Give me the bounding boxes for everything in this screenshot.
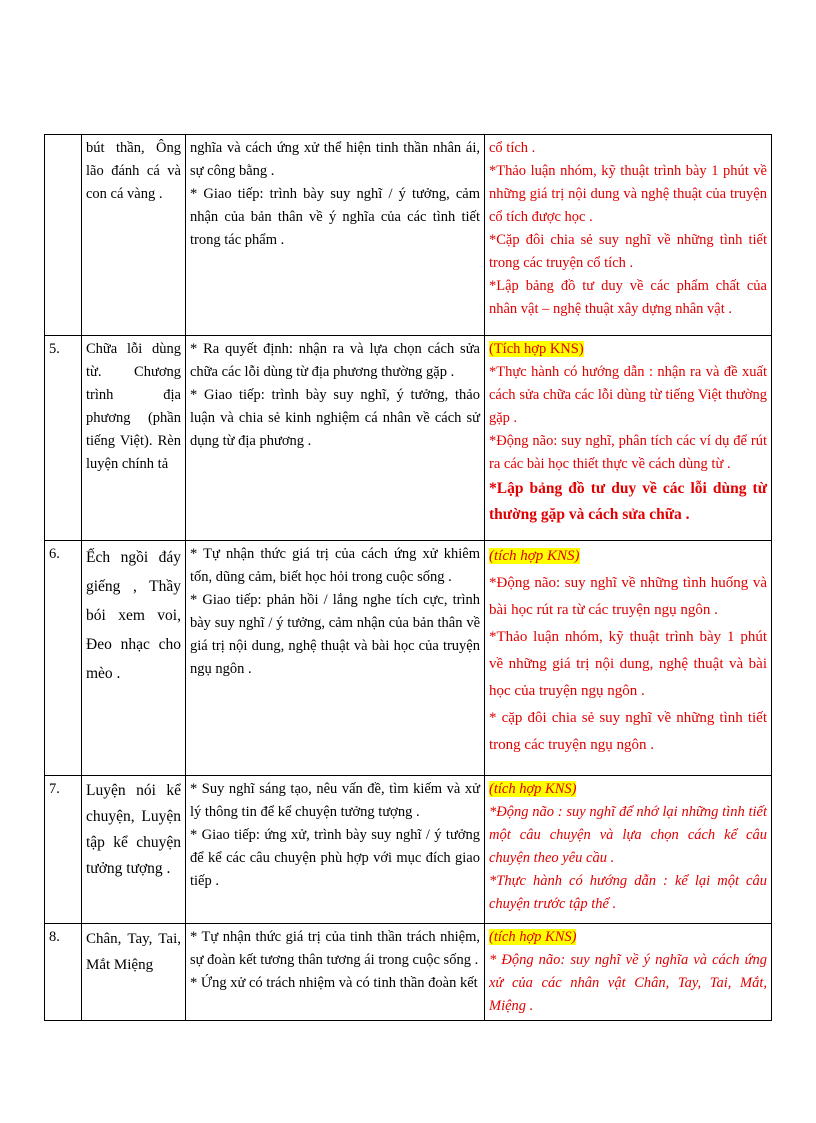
skill-line: * Giao tiếp: trình bày suy nghĩ / ý tưởng, cảm nhận của bản thân về ý nghĩa của các tình tiết trong tác phẩm . (190, 186, 480, 248)
method-line: *Thực hành có hướng dẫn : nhận ra và đề xuất cách sửa chữa các lỗi dùng từ tiếng Việt thường gặp . (489, 364, 767, 426)
skill-line: * Tự nhận thức giá trị của tinh thần trách nhiệm, sự đoàn kết tương thân tương ái trong cuộc sống . (190, 929, 480, 968)
lesson-topic: bút thần, Ông lão đánh cá và con cá vàng . (82, 135, 186, 336)
teaching-methods-cell (485, 336, 772, 541)
life-skills-cell (186, 336, 485, 541)
teaching-methods-cell (485, 924, 772, 1021)
lesson-topic: Chân, Tay, Tai, Mắt Miệng (82, 924, 186, 1021)
life-skills-cell (186, 776, 485, 924)
lesson-plan-table (44, 134, 772, 1021)
table-row (45, 135, 772, 336)
life-skills-cell (186, 135, 485, 336)
skill-line: * Ứng xử có trách nhiệm và có tinh thần đoàn kết (190, 975, 478, 991)
lesson-topic: Chữa lỗi dùng từ. Chương trình địa phương (phần tiếng Việt). Rèn luyện chính tả (82, 336, 186, 541)
row-number: 7. (45, 776, 82, 924)
lesson-topic: Luyện nói kể chuyện, Luyện tập kể chuyện tưởng tượng . (82, 776, 186, 924)
skill-line: * Giao tiếp: trình bày suy nghĩ, ý tưởng, thảo luận và chia sẻ kinh nghiệm cá nhân về cách sử dụng từ địa phương . (190, 387, 480, 449)
method-line: *Động não: suy nghĩ, phân tích các ví dụ để rút ra các bài học thiết thực về cách dùng từ . (489, 433, 767, 472)
method-line: * Động não: suy nghĩ về ý nghĩa và cách ứng xử của các nhân vật Chân, Tay, Tai, Mắt, Miệng . (489, 952, 767, 1014)
skill-line: * Ra quyết định: nhận ra và lựa chọn cách sửa chữa các lỗi dùng từ địa phương thường gặp . (190, 341, 480, 380)
method-line: *Thực hành có hướng dẫn : kể lại một câu chuyện trước tập thể . (489, 873, 767, 912)
lesson-topic: Ếch ngồi đáy giếng , Thầy bói xem voi, Đeo nhạc cho mèo . (82, 541, 186, 776)
row-number: 8. (45, 924, 82, 1021)
method-line: *Động não: suy nghĩ về những tình huống và bài học rút ra từ các truyện ngụ ngôn . (489, 575, 767, 618)
kns-integration-tag: (Tích hợp KNS) (489, 341, 584, 357)
method-line: *Lập bảng đồ tư duy về các phẩm chất của nhân vật – nghệ thuật xây dựng nhân vật . (489, 278, 767, 317)
row-number: 5. (45, 336, 82, 541)
table-row (45, 336, 772, 541)
skill-line: nghĩa và cách ứng xử thể hiện tinh thần nhân ái, sự công bằng . (190, 140, 480, 179)
row-number (45, 135, 82, 336)
method-line: *Lập bảng đồ tư duy về các lỗi dùng từ thường gặp và cách sửa chữa . (489, 480, 767, 523)
life-skills-cell (186, 541, 485, 776)
kns-integration-tag: (tích hợp KNS) (489, 548, 580, 564)
method-line: *Thảo luận nhóm, kỹ thuật trình bày 1 phút về những giá trị nội dung, nghệ thuật và bài học của truyện ngụ ngôn . (489, 629, 767, 699)
method-line: *Thảo luận nhóm, kỹ thuật trình bày 1 phút về những giá trị nội dung và nghệ thuật của truyện cổ tích được học . (489, 163, 767, 225)
skill-line: * Giao tiếp: phản hồi / lắng nghe tích cực, trình bày suy nghĩ / ý tưởng, cảm nhận của bản thân về giá trị nội dung, nghệ thuật và bài học của truyện ngụ ngôn . (190, 592, 480, 677)
life-skills-cell (186, 924, 485, 1021)
skill-line: * Tự nhận thức giá trị của cách ứng xử khiêm tốn, dũng cảm, biết học hỏi trong cuộc sống . (190, 546, 480, 585)
method-line: *Động não : suy nghĩ để nhớ lại những tình tiết một câu chuyện và lựa chọn cách kể câu chuyện theo yêu cầu . (489, 804, 767, 866)
method-line: cổ tích . (489, 140, 536, 156)
skill-line: * Suy nghĩ sáng tạo, nêu vấn đề, tìm kiếm và xử lý thông tin để kể chuyện tưởng tượng . (190, 781, 480, 820)
teaching-methods-cell (485, 541, 772, 776)
row-number: 6. (45, 541, 82, 776)
teaching-methods-cell (485, 135, 772, 336)
table-row (45, 541, 772, 776)
table-row (45, 776, 772, 924)
table-row (45, 924, 772, 1021)
method-line: *Cặp đôi chia sẻ suy nghĩ về những tình tiết trong các truyện cổ tích . (489, 232, 767, 271)
kns-integration-tag: (tích hợp KNS) (489, 781, 577, 797)
skill-line: * Giao tiếp: ứng xử, trình bày suy nghĩ / ý tưởng để kể các câu chuyện phù hợp với mục đích giao tiếp . (190, 827, 480, 889)
method-line: * cặp đôi chia sẻ suy nghĩ về những tình tiết trong các truyện ngụ ngôn . (489, 710, 767, 753)
teaching-methods-cell (485, 776, 772, 924)
kns-integration-tag: (tích hợp KNS) (489, 929, 577, 945)
